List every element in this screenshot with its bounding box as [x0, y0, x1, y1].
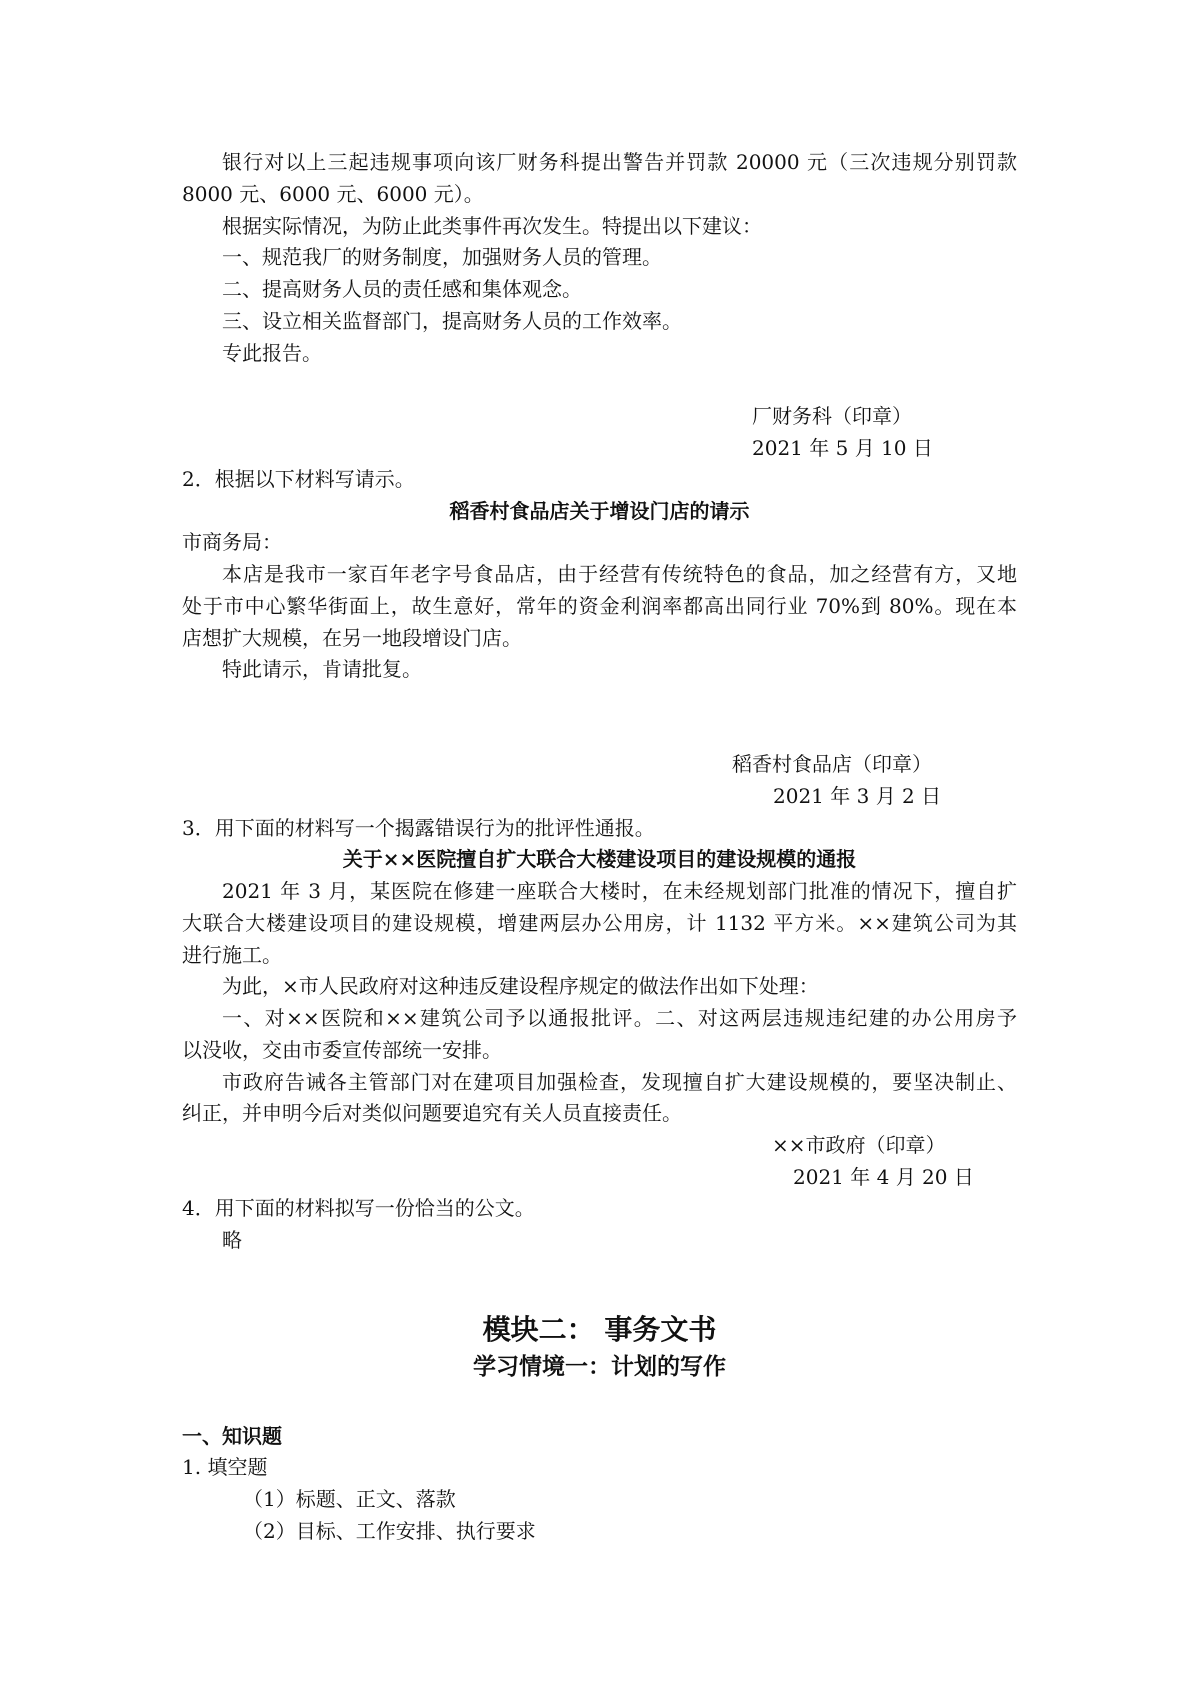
- q3-body-line-1: 2021 年 3 月，某医院在修建一座联合大楼时，在未经规划部门批准的情况下，擅自扩: [222, 879, 1017, 903]
- module-subtitle: 学习情境一：计划的写作: [473, 1353, 726, 1380]
- report-line-1: 银行对以上三起违规事项向该厂财务科提出警告并罚款 20000 元（三次违规分别罚款: [222, 150, 1017, 174]
- report-line-3: 根据实际情况，为防止此类事件再次发生。特提出以下建议：: [222, 214, 762, 238]
- answer-line-2: （2）目标、工作安排、执行要求: [243, 1519, 536, 1543]
- q3-date: 2021 年 4 月 20 日: [793, 1165, 974, 1189]
- q2-body-line-2: 处于市中心繁华街面上，故生意好，常年的资金利润率都高出同行业 70%到 80%。现在本: [182, 594, 1017, 618]
- question-item: 1. 填空题: [182, 1455, 268, 1479]
- q4-answer: 略: [222, 1228, 242, 1252]
- q2-body-line-3: 店想扩大规模，在另一地段增设门店。: [182, 626, 522, 650]
- q3-signer: ××市政府（印章）: [772, 1133, 946, 1157]
- q2-body-line-1: 本店是我市一家百年老字号食品店，由于经营有传统特色的食品，加之经营有方，又地: [222, 562, 1017, 586]
- q3-title: 关于××医院擅自扩大联合大楼建设项目的建设规模的通报: [342, 847, 857, 871]
- report-line-6: 三、设立相关监督部门，提高财务人员的工作效率。: [222, 309, 682, 333]
- q3-body-line-2: 大联合大楼建设项目的建设规模，增建两层办公用房，计 1132 平方米。××建筑公司为其: [182, 911, 1017, 935]
- q3-body-line-3: 进行施工。: [182, 943, 282, 967]
- q2-signer: 稻香村食品店（印章）: [732, 752, 932, 776]
- report-line-7: 专此报告。: [222, 341, 322, 365]
- q2-date: 2021 年 3 月 2 日: [773, 784, 942, 808]
- report-date: 2021 年 5 月 10 日: [752, 436, 933, 460]
- q3-body-line-4: 为此，×市人民政府对这种违反建设程序规定的做法作出如下处理：: [222, 974, 819, 998]
- report-line-5: 二、提高财务人员的责任感和集体观念。: [222, 277, 582, 301]
- report-line-2: 8000 元、6000 元、6000 元）。: [182, 182, 484, 206]
- section-heading: 一、知识题: [182, 1424, 282, 1448]
- q3-body-line-8: 纠正，并申明今后对类似问题要追究有关人员直接责任。: [182, 1101, 682, 1125]
- q3-prompt: 3．用下面的材料写一个揭露错误行为的批评性通报。: [182, 816, 655, 840]
- report-signer: 厂财务科（印章）: [752, 404, 912, 428]
- q2-prompt: 2．根据以下材料写请示。: [182, 467, 415, 491]
- module-title: 模块二： 事务文书: [482, 1313, 717, 1346]
- q4-prompt: 4．用下面的材料拟写一份恰当的公文。: [182, 1196, 535, 1220]
- q3-body-line-7: 市政府告诫各主管部门对在建项目加强检查，发现擅自扩大建设规模的，要坚决制止、: [222, 1070, 1017, 1094]
- q2-title: 稻香村食品店关于增设门店的请示: [449, 499, 750, 523]
- q3-body-line-6: 以没收，交由市委宣传部统一安排。: [182, 1038, 502, 1062]
- q2-addressee: 市商务局：: [182, 530, 282, 554]
- q3-body-line-5: 一、对××医院和××建筑公司予以通报批评。二、对这两层违规违纪建的办公用房予: [222, 1006, 1017, 1030]
- q2-body-line-4: 特此请示，肯请批复。: [222, 657, 422, 681]
- report-line-4: 一、规范我厂的财务制度，加强财务人员的管理。: [222, 245, 662, 269]
- answer-line-1: （1）标题、正文、落款: [243, 1487, 456, 1511]
